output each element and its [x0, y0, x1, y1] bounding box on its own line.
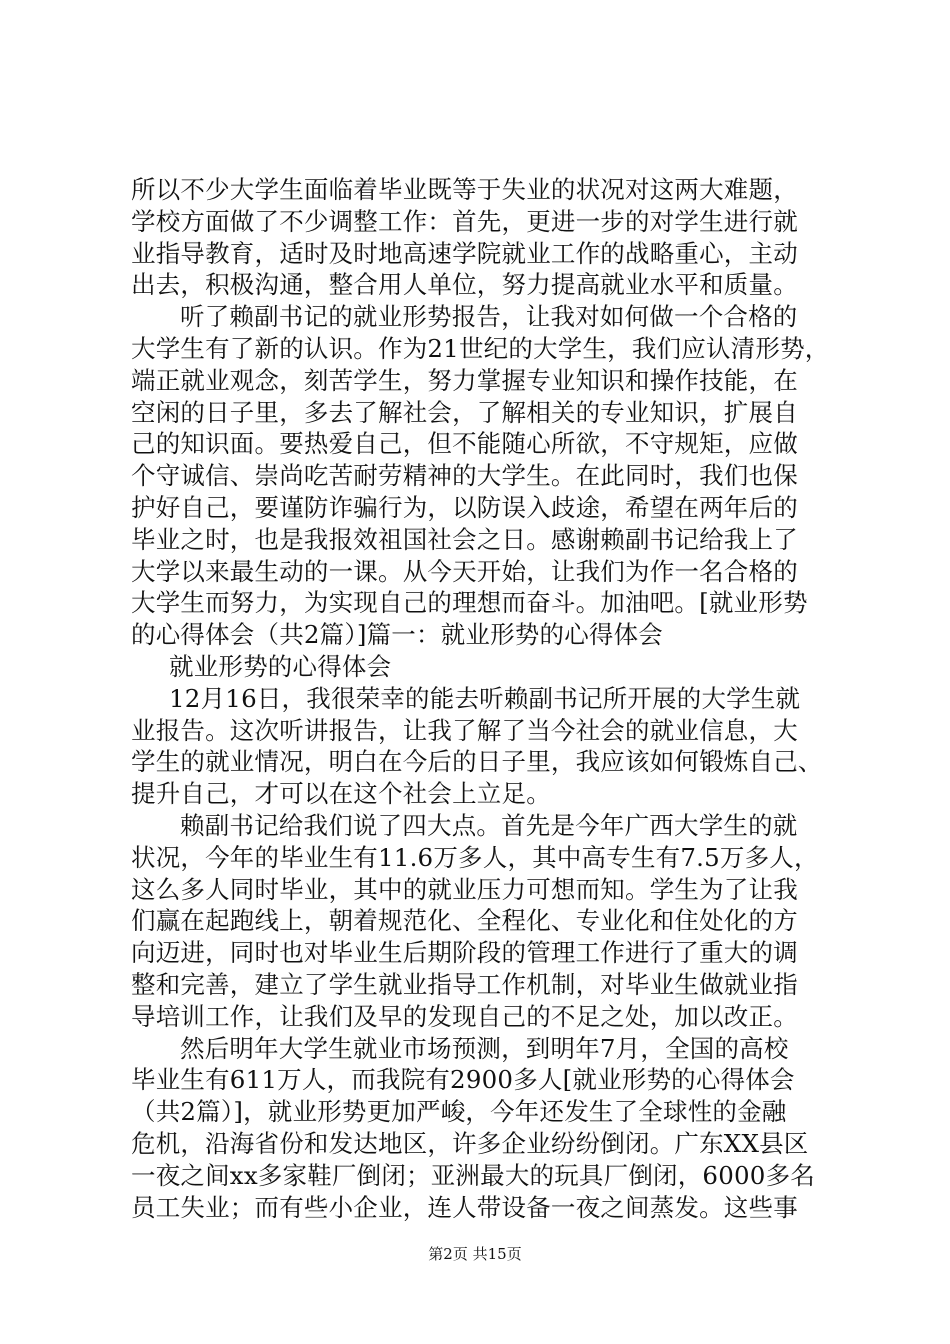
- text-line: 学校方面做了不少调整工作：首先，更进一步的对学生进行就: [131, 206, 798, 236]
- text-line: 提升自己，才可以在这个社会上立足。: [131, 779, 551, 809]
- text-line: 这么多人同时毕业，其中的就业压力可想而知。学生为了让我: [131, 874, 798, 904]
- body-text: [131, 174, 831, 1223]
- text-line: 大学以来最生动的一课。从今天开始，让我们为作一名合格的: [131, 556, 798, 586]
- paragraph-start-line: 听了赖副书记的就业形势报告，让我对如何做一个合格的: [180, 302, 798, 332]
- text-line: 大学生有了新的认识。作为21世纪的大学生，我们应认清形势，: [131, 333, 830, 363]
- section-heading: 就业形势的心得体会: [169, 651, 392, 681]
- text-line: （共2篇）]，就业形势更加严峻，今年还发生了全球性的金融: [131, 1097, 787, 1127]
- text-line: 个守诚信、崇尚吃苦耐劳精神的大学生。在此同时，我们也保: [131, 461, 798, 491]
- paragraph-start-line: 然后明年大学生就业市场预测，到明年7月，全国的高校: [180, 1033, 789, 1063]
- text-line: 大学生而努力，为实现自己的理想而奋斗。加油吧。[就业形势: [131, 588, 808, 618]
- text-line: 状况，今年的毕业生有11.6万多人，其中高专生有7.5万多人，: [131, 842, 819, 872]
- text-line: 们赢在起跑线上，朝着规范化、全程化、专业化和住处化的方: [131, 906, 798, 936]
- text-line: 空闲的日子里，多去了解社会，了解相关的专业知识，扩展自: [131, 397, 798, 427]
- page-number-label: 第2页 共15页: [428, 1245, 522, 1263]
- text-line: 整和完善，建立了学生就业指导工作机制，对毕业生做就业指: [131, 969, 798, 999]
- text-line: 向迈进，同时也对毕业生后期阶段的管理工作进行了重大的调: [131, 938, 798, 968]
- text-line: 毕业之时，也是我报效祖国社会之日。感谢赖副书记给我上了: [131, 524, 798, 554]
- text-line: 员工失业；而有些小企业，连人带设备一夜之间蒸发。这些事: [131, 1192, 798, 1222]
- page-footer: [0, 1244, 950, 1264]
- text-line: 所以不少大学生面临着毕业既等于失业的状况对这两大难题，: [131, 175, 798, 204]
- text-line: 护好自己，要谨防诈骗行为，以防误入歧途，希望在两年后的: [131, 492, 798, 522]
- text-line: 端正就业观念，刻苦学生，努力掌握专业知识和操作技能，在: [131, 365, 798, 395]
- text-line: 出去，积极沟通，整合用人单位，努力提高就业水平和质量。: [131, 270, 798, 300]
- paragraph-start-line: 赖副书记给我们说了四大点。首先是今年广西大学生的就: [180, 810, 798, 840]
- text-line: 己的知识面。要热爱自己，但不能随心所欲，不守规矩，应做: [131, 429, 798, 459]
- text-line: 毕业生有611万人，而我院有2900多人[就业形势的心得体会: [131, 1065, 795, 1095]
- text-line: 学生的就业情况，明白在今后的日子里，我应该如何锻炼自己、: [131, 747, 823, 777]
- text-line: 业报告。这次听讲报告，让我了解了当今社会的就业信息，大: [131, 715, 798, 745]
- text-line: 导培训工作，让我们及早的发现自己的不足之处，加以改正。: [131, 1001, 798, 1031]
- text-line: 业指导教育，适时及时地高速学院就业工作的战略重心，主动: [131, 238, 798, 268]
- paragraph-start-line: 12月16日，我很荣幸的能去听赖副书记所开展的大学生就: [169, 683, 801, 713]
- text-line: 危机，沿海省份和发达地区，许多企业纷纷倒闭。广东XX县区: [131, 1128, 809, 1158]
- text-line: 一夜之间xx多家鞋厂倒闭；亚洲最大的玩具厂倒闭，6000多名: [131, 1160, 815, 1190]
- text-line: 的心得体会（共2篇）]篇一：就业形势的心得体会: [131, 620, 663, 650]
